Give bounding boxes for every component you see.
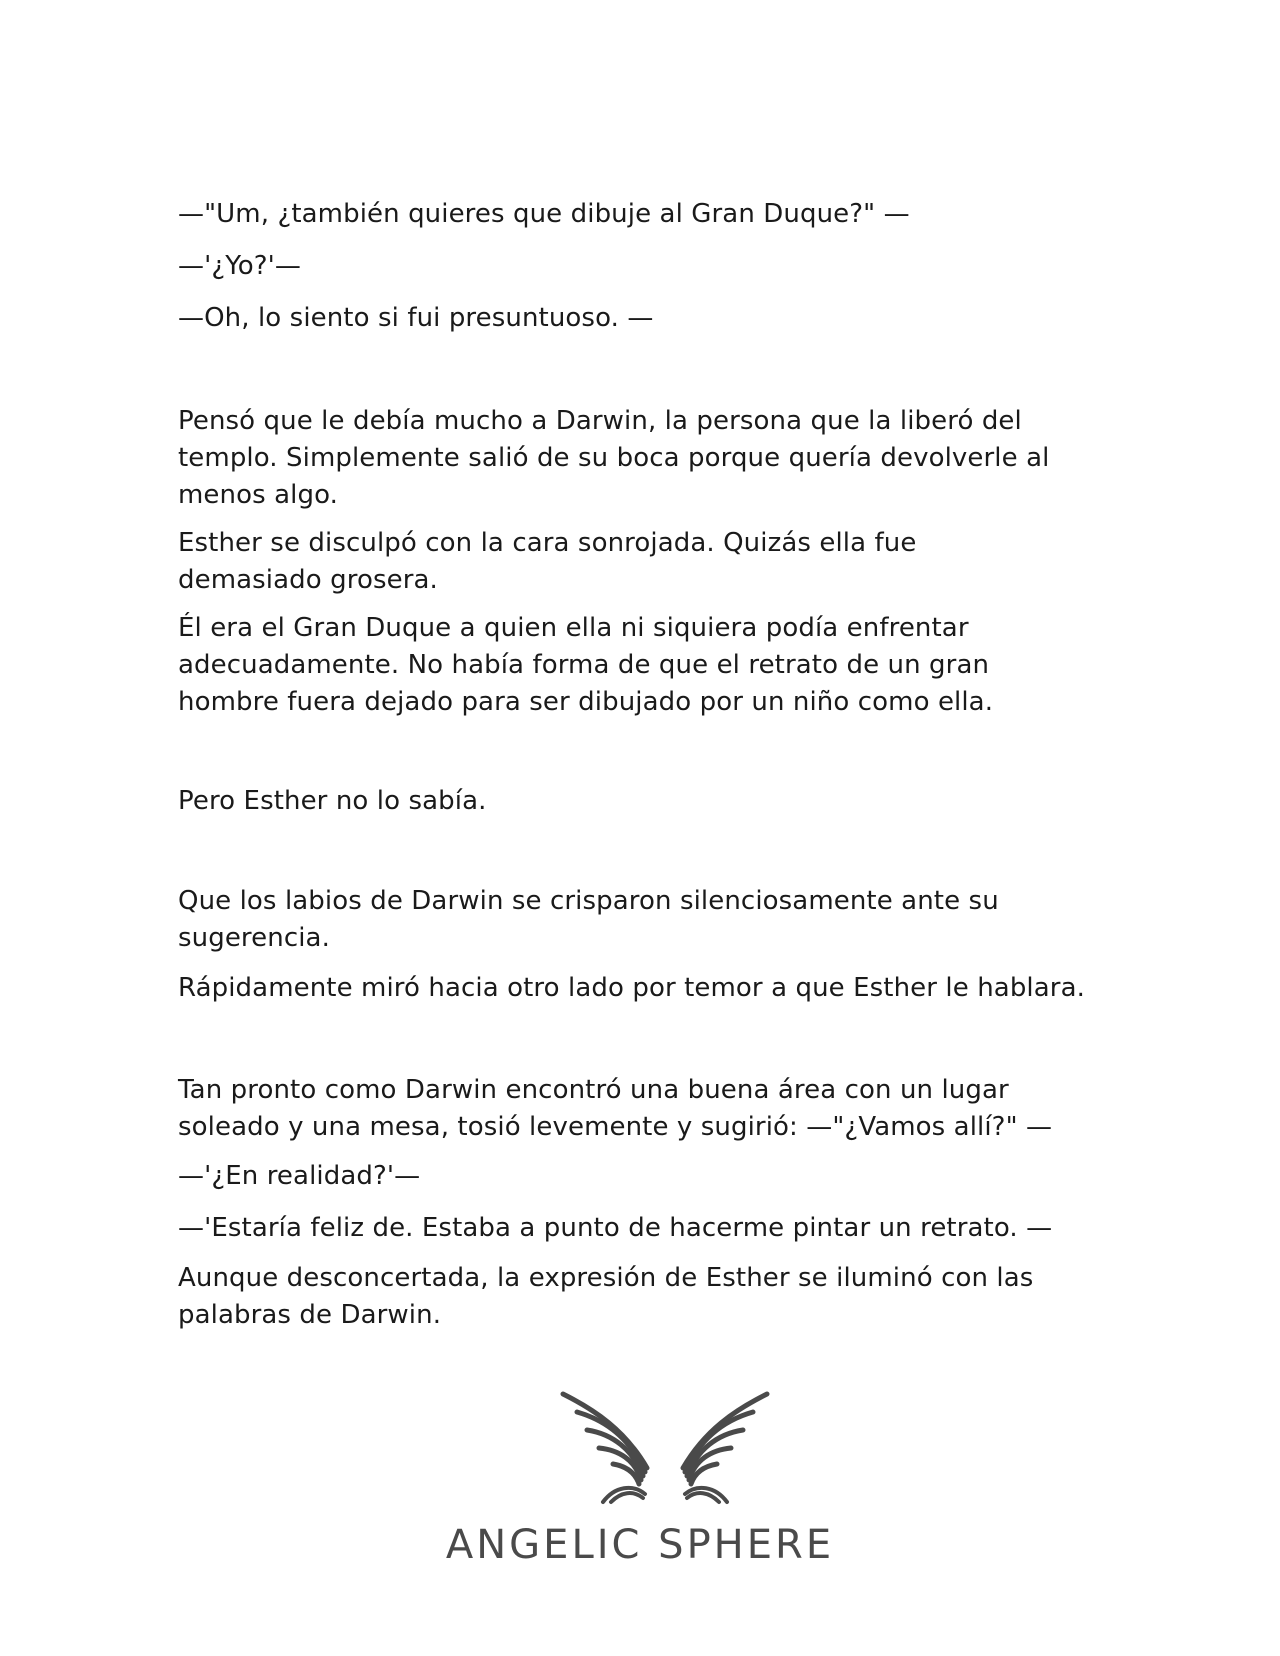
narrative-paragraph: Esther se disculpó con la cara sonrojada. Quizás ella fue demasiado grosera. bbox=[178, 528, 917, 595]
paragraph bbox=[178, 196, 1098, 233]
narrative-paragraph: Tan pronto como Darwin encontró una buena área con un lugar soleado y una mesa, tosió levemente y sugirió: —"¿Vamos allí?" — bbox=[178, 1075, 1053, 1142]
dialogue-line: —Oh, lo siento si fui presuntuoso. — bbox=[178, 303, 654, 333]
angel-wings-icon bbox=[555, 1390, 775, 1510]
narrative-paragraph: Aunque desconcertada, la expresión de Esther se iluminó con las palabras de Darwin. bbox=[178, 1263, 1034, 1330]
paragraph bbox=[178, 1260, 1058, 1334]
paragraph bbox=[178, 248, 1098, 285]
dialogue-line: —'¿Yo?'— bbox=[178, 251, 302, 281]
paragraph bbox=[178, 883, 1038, 957]
paragraph bbox=[178, 970, 1098, 1007]
narrative-paragraph: Rápidamente miró hacia otro lado por temor a que Esther le hablara. bbox=[178, 973, 1085, 1003]
watermark-logo bbox=[0, 1390, 1280, 1590]
narrative-paragraph: Él era el Gran Duque a quien ella ni siquiera podía enfrentar adecuadamente. No había forma de que el retrato de un gran hombre fuera dejado para ser dibujado por un niño como ella. bbox=[178, 613, 994, 717]
paragraph bbox=[178, 610, 1098, 721]
paragraph bbox=[178, 1210, 1098, 1247]
narrative-paragraph: Pero Esther no lo sabía. bbox=[178, 786, 487, 816]
paragraph bbox=[178, 300, 1098, 337]
narrative-paragraph: Pensó que le debía mucho a Darwin, la persona que la liberó del templo. Simplemente salió de su boca porque quería devolverle al menos algo. bbox=[178, 406, 1050, 510]
paragraph bbox=[178, 525, 1068, 599]
dialogue-line: —'¿En realidad?'— bbox=[178, 1161, 421, 1191]
dialogue-line: —'Estaría feliz de. Estaba a punto de hacerme pintar un retrato. — bbox=[178, 1213, 1053, 1243]
paragraph bbox=[178, 403, 1058, 514]
paragraph bbox=[178, 1072, 1058, 1146]
paragraph bbox=[178, 1158, 1098, 1195]
narrative-paragraph: Que los labios de Darwin se crisparon silenciosamente ante su sugerencia. bbox=[178, 886, 999, 953]
logo-wordmark: ANGELIC SPHERE bbox=[445, 1522, 835, 1568]
paragraph bbox=[178, 783, 1098, 820]
dialogue-line: —"Um, ¿también quieres que dibuje al Gran Duque?" — bbox=[178, 199, 910, 229]
